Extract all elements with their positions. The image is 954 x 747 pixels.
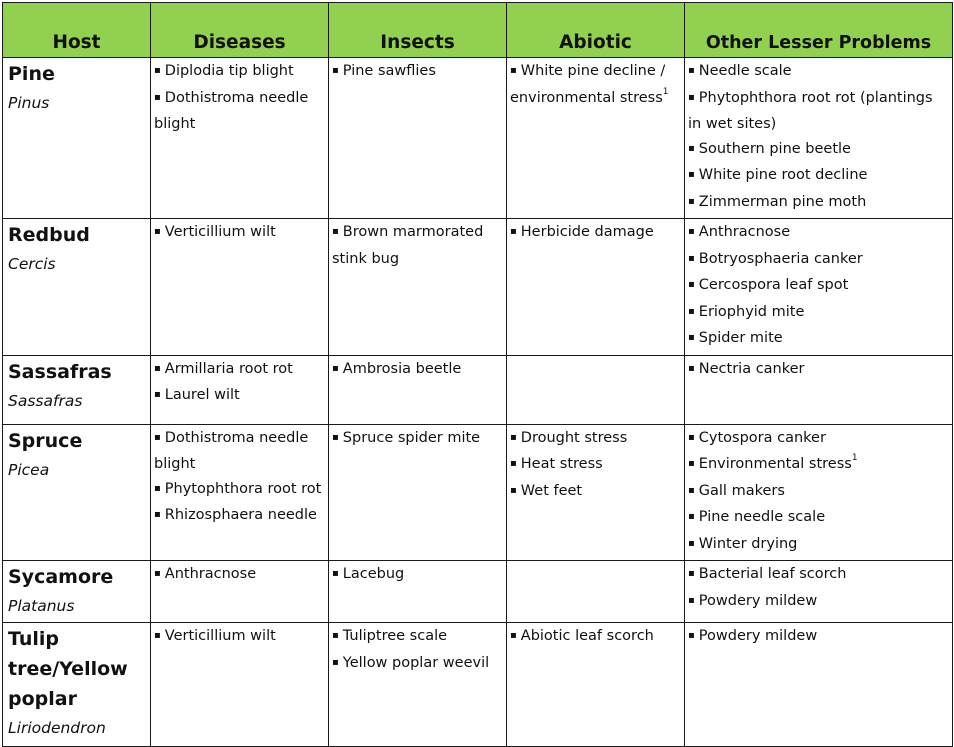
insects-list bbox=[332, 624, 503, 677]
list-item bbox=[688, 59, 949, 86]
item-text: Diplodia tip blight bbox=[164, 63, 294, 79]
diseases-cell bbox=[151, 561, 329, 623]
diseases-list bbox=[154, 426, 325, 530]
item-text: Heat stress bbox=[520, 456, 603, 472]
item-text: Anthracnose bbox=[164, 566, 257, 582]
other-cell bbox=[685, 58, 953, 219]
diseases-list bbox=[154, 220, 325, 247]
list-item bbox=[154, 383, 325, 410]
list-item bbox=[154, 477, 325, 504]
host-common-name: Spruce bbox=[8, 429, 83, 452]
insects-list bbox=[332, 357, 503, 384]
host-cell bbox=[3, 424, 151, 561]
host-common-name: Redbud bbox=[8, 224, 90, 246]
bullet-icon: ▪ bbox=[154, 482, 161, 494]
list-item bbox=[510, 59, 681, 110]
insects-list bbox=[332, 426, 503, 453]
bullet-icon: ▪ bbox=[154, 91, 161, 103]
list-item bbox=[688, 86, 949, 137]
other-list bbox=[688, 562, 949, 615]
bullet-icon: ▪ bbox=[510, 65, 517, 76]
bullet-icon: ▪ bbox=[510, 484, 517, 496]
list-item bbox=[688, 163, 949, 190]
list-item bbox=[688, 479, 949, 506]
bullet-icon: ▪ bbox=[688, 91, 695, 103]
other-list bbox=[688, 357, 949, 384]
item-text: Southern pine beetle bbox=[698, 140, 851, 157]
host-problems-table bbox=[2, 2, 953, 747]
item-text: Pine needle scale bbox=[698, 509, 826, 525]
diseases-list bbox=[154, 357, 325, 410]
item-text: Cytospora canker bbox=[698, 429, 826, 446]
list-item bbox=[688, 452, 949, 479]
bullet-icon: ▪ bbox=[688, 362, 695, 374]
item-text: Herbicide damage bbox=[520, 224, 654, 240]
item-text: Botryosphaeria canker bbox=[698, 250, 863, 267]
bullet-icon: ▪ bbox=[332, 656, 339, 668]
abiotic-list bbox=[510, 624, 681, 651]
bullet-icon: ▪ bbox=[154, 362, 161, 374]
list-item bbox=[154, 86, 325, 137]
item-text: Verticillium wilt bbox=[164, 628, 276, 644]
diseases-cell bbox=[151, 623, 329, 747]
bullet-icon: ▪ bbox=[154, 431, 161, 443]
item-text: Spruce spider mite bbox=[342, 429, 481, 446]
header-other-problems: Other Lesser Problems bbox=[685, 3, 953, 58]
host-genus: Picea bbox=[8, 460, 50, 479]
table-row bbox=[3, 219, 953, 356]
diseases-cell bbox=[151, 58, 329, 219]
diseases-list bbox=[154, 59, 325, 137]
list-item bbox=[332, 357, 503, 384]
insects-cell bbox=[329, 58, 507, 219]
bullet-icon: ▪ bbox=[154, 65, 161, 76]
item-text: White pine root decline bbox=[698, 167, 868, 183]
diseases-cell bbox=[151, 219, 329, 356]
host-cell bbox=[3, 561, 151, 623]
bullet-icon: ▪ bbox=[688, 332, 695, 343]
item-text: Bacterial leaf scorch bbox=[698, 566, 847, 582]
list-item bbox=[510, 452, 681, 479]
insects-cell bbox=[329, 424, 507, 561]
abiotic-list bbox=[510, 426, 681, 506]
item-text: Environmental stress bbox=[698, 456, 852, 472]
bullet-icon: ▪ bbox=[154, 568, 161, 579]
host-common-name: Sassafras bbox=[8, 360, 112, 383]
item-text: Cercospora leaf spot bbox=[698, 277, 849, 293]
header-insects: Insects bbox=[329, 3, 507, 58]
item-text: Ambrosia beetle bbox=[342, 360, 462, 377]
host-genus: Platanus bbox=[8, 597, 75, 615]
bullet-icon: ▪ bbox=[510, 226, 517, 237]
header-abiotic: Abiotic bbox=[507, 3, 685, 58]
list-item bbox=[154, 562, 325, 589]
footnote-marker: 1 bbox=[851, 453, 858, 464]
item-text: Wet feet bbox=[520, 482, 583, 499]
list-item bbox=[154, 426, 325, 477]
item-text: Spider mite bbox=[698, 330, 783, 346]
table-body bbox=[3, 58, 953, 747]
item-text: Armillaria root rot bbox=[164, 360, 293, 377]
other-list bbox=[688, 426, 949, 559]
bullet-icon: ▪ bbox=[154, 509, 161, 520]
list-item bbox=[688, 247, 949, 274]
list-item bbox=[154, 357, 325, 384]
list-item bbox=[688, 624, 949, 651]
bullet-icon: ▪ bbox=[688, 305, 695, 317]
insects-cell bbox=[329, 561, 507, 623]
item-text: Phytophthora root rot (plantings in wet sites) bbox=[688, 89, 933, 132]
item-text: Dothistroma needle blight bbox=[154, 89, 309, 132]
diseases-cell bbox=[151, 424, 329, 561]
other-cell bbox=[685, 424, 953, 561]
diseases-list bbox=[154, 624, 325, 651]
list-item bbox=[688, 190, 949, 217]
host-cell bbox=[3, 623, 151, 747]
bullet-icon: ▪ bbox=[688, 594, 695, 606]
list-item bbox=[332, 426, 503, 453]
item-text: Nectria canker bbox=[698, 360, 805, 377]
abiotic-cell bbox=[507, 58, 685, 219]
list-item bbox=[332, 562, 503, 589]
host-genus: Cercis bbox=[8, 255, 56, 273]
bullet-icon: ▪ bbox=[510, 630, 517, 641]
bullet-icon: ▪ bbox=[688, 568, 695, 579]
bullet-icon: ▪ bbox=[688, 279, 695, 290]
bullet-icon: ▪ bbox=[688, 511, 695, 522]
host-genus: Pinus bbox=[8, 94, 50, 112]
table-row bbox=[3, 561, 953, 623]
bullet-icon: ▪ bbox=[154, 226, 161, 237]
item-text: Phytophthora root rot bbox=[164, 480, 322, 497]
other-cell bbox=[685, 219, 953, 356]
item-text: Powdery mildew bbox=[698, 628, 818, 644]
list-item bbox=[154, 624, 325, 651]
bullet-icon: ▪ bbox=[332, 630, 339, 641]
insects-cell bbox=[329, 219, 507, 356]
list-item bbox=[154, 220, 325, 247]
item-text: Verticillium wilt bbox=[164, 224, 276, 240]
list-item bbox=[688, 300, 949, 327]
list-item bbox=[332, 651, 503, 678]
other-cell bbox=[685, 355, 953, 424]
item-text: Tuliptree scale bbox=[342, 628, 448, 644]
host-cell bbox=[3, 219, 151, 356]
bullet-icon: ▪ bbox=[154, 630, 161, 641]
abiotic-cell bbox=[507, 424, 685, 561]
item-text: Brown marmorated stink bug bbox=[332, 224, 484, 267]
list-item bbox=[688, 273, 949, 300]
abiotic-cell bbox=[507, 355, 685, 424]
table-row bbox=[3, 424, 953, 561]
bullet-icon: ▪ bbox=[154, 389, 161, 400]
insects-cell bbox=[329, 355, 507, 424]
host-cell bbox=[3, 355, 151, 424]
bullet-icon: ▪ bbox=[510, 458, 517, 469]
list-item bbox=[510, 624, 681, 651]
item-text: Anthracnose bbox=[698, 224, 791, 240]
list-item bbox=[154, 59, 325, 86]
insects-list bbox=[332, 220, 503, 271]
host-common-name: Tulip tree/Yellow poplar bbox=[8, 628, 128, 710]
list-item bbox=[688, 505, 949, 532]
bullet-icon: ▪ bbox=[688, 630, 695, 641]
host-genus: Liriodendron bbox=[8, 719, 106, 737]
item-text: Winter drying bbox=[698, 535, 798, 552]
bullet-icon: ▪ bbox=[510, 431, 517, 443]
bullet-icon: ▪ bbox=[688, 458, 695, 469]
bullet-icon: ▪ bbox=[688, 195, 695, 207]
footnote-marker: 1 bbox=[662, 86, 669, 97]
bullet-icon: ▪ bbox=[688, 65, 695, 76]
list-item bbox=[688, 589, 949, 616]
item-text: Pine sawflies bbox=[342, 63, 436, 79]
bullet-icon: ▪ bbox=[688, 537, 695, 549]
bullet-icon: ▪ bbox=[688, 142, 695, 154]
item-text: Dothistroma needle blight bbox=[154, 429, 309, 472]
bullet-icon: ▪ bbox=[688, 169, 695, 180]
insects-list bbox=[332, 562, 503, 589]
item-text: Powdery mildew bbox=[698, 592, 818, 609]
item-text: Lacebug bbox=[342, 566, 405, 582]
header-diseases: Diseases bbox=[151, 3, 329, 58]
host-common-name: Pine bbox=[8, 63, 55, 85]
other-list bbox=[688, 59, 949, 216]
item-text: Drought stress bbox=[520, 429, 628, 446]
list-item bbox=[510, 220, 681, 247]
item-text: Abiotic leaf scorch bbox=[520, 628, 654, 644]
abiotic-cell bbox=[507, 219, 685, 356]
other-list bbox=[688, 220, 949, 353]
item-text: Gall makers bbox=[698, 482, 785, 499]
diseases-list bbox=[154, 562, 325, 589]
list-item bbox=[688, 357, 949, 384]
bullet-icon: ▪ bbox=[332, 65, 339, 76]
list-item bbox=[688, 532, 949, 559]
bullet-icon: ▪ bbox=[332, 568, 339, 579]
item-text: Rhizosphaera needle bbox=[164, 507, 317, 523]
bullet-icon: ▪ bbox=[332, 362, 339, 374]
table-row bbox=[3, 355, 953, 424]
header-host: Host bbox=[3, 3, 151, 58]
item-text: Laurel wilt bbox=[164, 387, 240, 403]
other-list bbox=[688, 624, 949, 651]
item-text: Eriophyid mite bbox=[698, 303, 805, 320]
host-cell bbox=[3, 58, 151, 219]
list-item bbox=[688, 562, 949, 589]
list-item bbox=[332, 59, 503, 86]
list-item bbox=[510, 479, 681, 506]
table-row bbox=[3, 58, 953, 219]
item-text: Zimmerman pine moth bbox=[698, 193, 867, 210]
item-text: Needle scale bbox=[698, 63, 792, 79]
bullet-icon: ▪ bbox=[688, 226, 695, 237]
bullet-icon: ▪ bbox=[688, 252, 695, 264]
other-cell bbox=[685, 623, 953, 747]
bullet-icon: ▪ bbox=[332, 226, 339, 237]
abiotic-cell bbox=[507, 561, 685, 623]
item-text: White pine decline / environmental stress bbox=[510, 63, 666, 106]
insects-cell bbox=[329, 623, 507, 747]
abiotic-cell bbox=[507, 623, 685, 747]
list-item bbox=[688, 326, 949, 353]
bullet-icon: ▪ bbox=[688, 431, 695, 443]
insects-list bbox=[332, 59, 503, 86]
list-item bbox=[154, 503, 325, 530]
header-row bbox=[3, 3, 953, 58]
table-row bbox=[3, 623, 953, 747]
diseases-cell bbox=[151, 355, 329, 424]
host-genus: Sassafras bbox=[8, 391, 83, 410]
list-item bbox=[688, 220, 949, 247]
list-item bbox=[688, 137, 949, 164]
bullet-icon: ▪ bbox=[332, 431, 339, 443]
host-common-name: Sycamore bbox=[8, 566, 114, 588]
item-text: Yellow poplar weevil bbox=[342, 654, 490, 671]
abiotic-list bbox=[510, 59, 681, 110]
other-cell bbox=[685, 561, 953, 623]
abiotic-list bbox=[510, 220, 681, 247]
list-item bbox=[510, 426, 681, 453]
list-item bbox=[332, 624, 503, 651]
list-item bbox=[688, 426, 949, 453]
list-item bbox=[332, 220, 503, 271]
bullet-icon: ▪ bbox=[688, 484, 695, 496]
